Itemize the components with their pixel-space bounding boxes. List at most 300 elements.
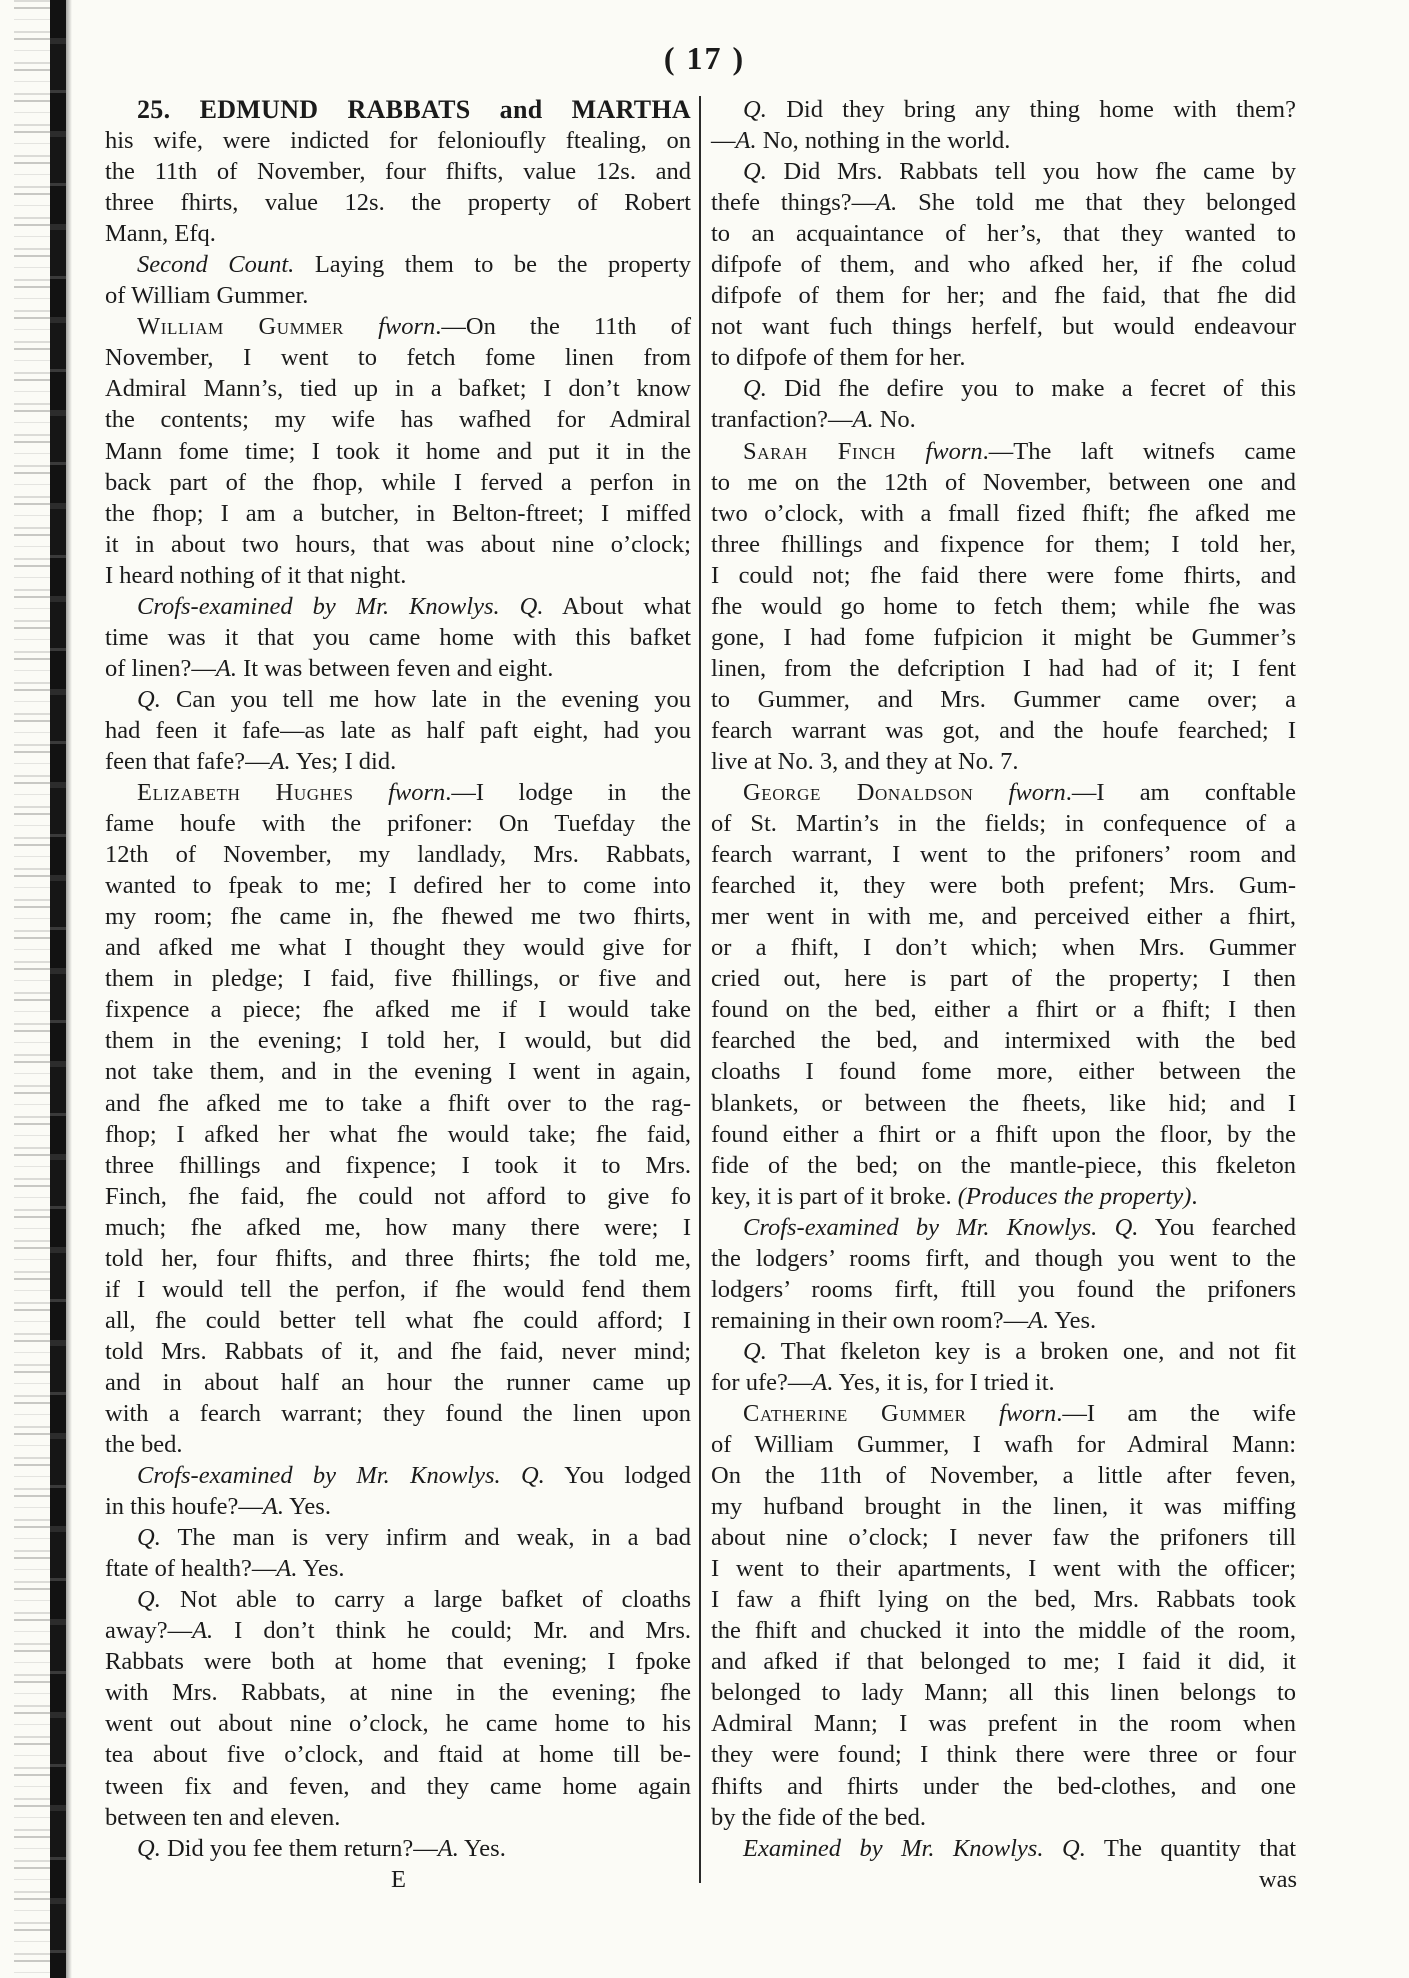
text-run: and fhe afked me to take a fhift over to the rag-: [105, 1089, 691, 1117]
line-text: [743, 94, 1296, 125]
text-run: You fearched: [1138, 1213, 1297, 1241]
line-text: [105, 1212, 691, 1243]
text-run: with Mrs. Rabbats, at nine in the evening; fhe: [105, 1679, 691, 1707]
text-line: [105, 1802, 692, 1833]
text-line: [711, 1708, 1297, 1739]
text-line: [105, 932, 692, 963]
question-marker: Q.: [743, 1337, 767, 1365]
count-heading: Second Count.: [137, 251, 295, 279]
line-text: [105, 404, 691, 435]
text-run: it in about two hours, that was about nine o’clock;: [105, 530, 691, 558]
question-marker: Q.: [743, 96, 767, 123]
line-text: [137, 94, 691, 126]
question-marker: Q.: [137, 1524, 161, 1552]
line-text: [105, 156, 691, 187]
line-text: [711, 1150, 1296, 1181]
line-text: [105, 1615, 691, 1646]
text-line: [711, 1305, 1297, 1336]
text-line: [105, 1025, 692, 1056]
paragraph: [711, 156, 1297, 373]
text-line: [711, 963, 1297, 994]
text-run: Yes.: [458, 1834, 506, 1862]
text-run: Finch, fhe faid, fhe could not afford to give fo: [105, 1182, 691, 1210]
text-run: cloaths I found fome more, either between the: [711, 1058, 1296, 1086]
text-line: [711, 1056, 1297, 1087]
line-text: [743, 1398, 1296, 1429]
text-run: three fhillings and fixpence for them; I told her,: [711, 530, 1296, 558]
line-text: [105, 1708, 691, 1739]
text-line: [105, 529, 692, 560]
line-text: [711, 1677, 1296, 1708]
line-text: [711, 1025, 1296, 1056]
text-line: [711, 622, 1297, 653]
line-text: [105, 342, 691, 373]
text-run: .—I lodge in the: [445, 779, 691, 807]
text-line: [105, 963, 692, 994]
line-text: [105, 1553, 345, 1584]
text-run: fearch warrant was got, and the houfe fearched; I: [711, 716, 1296, 744]
text-run: back part of the fhop, while I ferved a perfon in: [105, 468, 691, 496]
text-run: my hufband brought in the linen, it was miffing: [711, 1493, 1296, 1521]
text-run: tween fix and feven, and they came home again: [105, 1772, 691, 1800]
binding-speckle: [14, 0, 52, 1978]
signature-mark: E: [391, 1865, 406, 1893]
line-text: [105, 1150, 691, 1181]
line-text: [105, 1802, 340, 1833]
paragraph: [711, 94, 1297, 156]
text-line: [105, 839, 692, 870]
line-text: [743, 436, 1296, 467]
line-text: [711, 125, 1010, 156]
witness-name: George Donaldson: [743, 779, 974, 807]
line-text: [105, 963, 691, 994]
left-column: [105, 94, 692, 1895]
text-run: about nine o’clock; I never faw the prifoners till: [711, 1524, 1296, 1552]
text-line: [711, 1429, 1297, 1460]
text-run: The man is very infirm and weak, in a bad: [160, 1524, 691, 1552]
column-rule: [699, 96, 701, 1883]
text-line: [711, 1646, 1297, 1677]
line-text: [105, 1646, 691, 1677]
text-run: the contents; my wife has wafhed for Admiral: [105, 406, 691, 434]
text-line: [711, 373, 1297, 404]
text-run: Mann fome time; I took it home and put it in the: [105, 437, 691, 465]
line-text: [711, 746, 1019, 777]
text-run: November, I went to fetch fome linen from: [105, 344, 691, 372]
text-run: It was between feven and eight.: [237, 654, 554, 682]
answer-marker: A.: [192, 1617, 214, 1645]
line-text: [105, 1336, 691, 1367]
answer-marker: A.: [1028, 1306, 1050, 1334]
text-line: [105, 1739, 692, 1770]
text-run: fhe would go home to fetch them; while fhe was: [711, 592, 1296, 620]
text-line: [711, 1739, 1297, 1770]
line-text: [711, 1584, 1296, 1615]
examination-heading: Crofs-examined by Mr. Knowlys.: [137, 592, 500, 620]
text-line: [105, 715, 692, 746]
question-marker: Q.: [743, 375, 767, 403]
text-run: the fhift and chucked it into the middle of the room,: [711, 1617, 1296, 1645]
line-text: [743, 1336, 1296, 1367]
text-line: [711, 156, 1297, 187]
text-run: and afked if that belonged to me; I faid it did, it: [711, 1648, 1296, 1676]
text-line: [711, 1584, 1297, 1615]
text-run: Yes, it is, for I tried it.: [833, 1368, 1055, 1396]
line-text: [711, 249, 1296, 280]
line-text: [105, 870, 691, 901]
text-line: [105, 156, 692, 187]
text-line: [105, 1584, 692, 1615]
text-run: About what: [543, 592, 692, 620]
line-text: [105, 529, 691, 560]
text-run: mer went in with me, and perceived either a fhirt,: [711, 903, 1296, 931]
text-run: fame houfe with the prifoner: On Tuefday the: [105, 810, 691, 838]
question-marker: Q.: [1062, 1834, 1086, 1862]
line-text: [137, 1522, 691, 1553]
line-text: [711, 187, 1296, 218]
text-line: [711, 591, 1297, 622]
text-run: lodgers’ rooms firft, ftill you found the prifoners: [711, 1275, 1296, 1303]
line-text: [711, 1739, 1296, 1770]
line-text: [105, 1305, 691, 1336]
text-run: No.: [873, 406, 916, 434]
line-text: [711, 280, 1296, 311]
text-run: fixpence a piece; fhe afked me if I would take: [105, 996, 691, 1024]
text-run: and afked me what I thought they would give for: [105, 934, 691, 962]
text-line: [711, 218, 1297, 249]
text-run: [354, 779, 389, 806]
text-run: I could not; fhe faid there were fome fhirts, and: [711, 561, 1296, 589]
text-run: .—I am conftable: [1065, 779, 1296, 807]
text-run: You lodged: [544, 1462, 691, 1490]
text-line: [105, 1771, 692, 1802]
text-run: his wife, were indicted for felonioufly ftealing, on: [105, 127, 691, 155]
line-text: [105, 1491, 331, 1522]
text-run: .—On the 11th of: [435, 313, 691, 341]
text-run: Did fhe defire you to make a fecret of this: [766, 375, 1296, 403]
line-text: [105, 746, 396, 777]
page-number: ( 17 ): [663, 40, 746, 76]
text-line: [105, 342, 692, 373]
line-text: [711, 715, 1296, 746]
text-run: Yes.: [283, 1493, 331, 1521]
line-text: [711, 994, 1296, 1025]
text-run: Did you fee them return?—: [160, 1834, 438, 1862]
line-text: [711, 1553, 1296, 1584]
line-text: [105, 1243, 691, 1274]
paragraph: [105, 311, 692, 590]
line-text: [105, 808, 691, 839]
line-text: [743, 1212, 1296, 1243]
answer-marker: A.: [876, 189, 898, 217]
text-run: [1097, 1214, 1114, 1241]
line-text: [105, 1088, 691, 1119]
text-line: [105, 187, 692, 218]
line-text: [105, 560, 406, 591]
text-line: [105, 1429, 692, 1460]
line-text: [105, 1677, 691, 1708]
case-heading: 25. EDMUND RABBATS and MARTHA: [137, 95, 691, 124]
text-run: fhop; I afked her what fhe would take; fhe faid,: [105, 1120, 691, 1148]
line-text: [105, 1398, 691, 1429]
text-run: for ufe?—: [711, 1368, 813, 1396]
text-run: told her, four fhifts, and three fhirts; fhe told me,: [105, 1244, 691, 1272]
text-run: the bed.: [105, 1431, 183, 1459]
text-line: [105, 1398, 692, 1429]
line-text: [711, 218, 1296, 249]
paragraph: [711, 777, 1297, 1212]
line-text: [137, 311, 691, 342]
text-line: [105, 1708, 692, 1739]
paragraph: [105, 94, 692, 249]
line-text: [105, 467, 691, 498]
witness-name: Sarah Finch: [743, 437, 896, 465]
text-line: [105, 777, 692, 808]
line-text: [105, 653, 553, 684]
text-line: [711, 467, 1297, 498]
text-line: [711, 1243, 1297, 1274]
line-text: [743, 777, 1296, 808]
text-run: belonged to lady Mann; all this linen belongs to: [711, 1679, 1296, 1707]
paragraph: [105, 684, 692, 777]
text-run: fide of the bed; on the mantle-piece, this fkeleton: [711, 1151, 1296, 1179]
line-text: [105, 622, 691, 653]
line-text: [711, 591, 1296, 622]
text-run: fearched the bed, and intermixed with the bed: [711, 1027, 1296, 1055]
sworn-label: fworn: [999, 1399, 1057, 1427]
text-line: [711, 1460, 1297, 1491]
paragraph: [105, 1833, 692, 1864]
line-text: [711, 404, 916, 435]
text-run: between ten and eleven.: [105, 1803, 341, 1831]
answer-marker: A.: [276, 1555, 298, 1583]
text-line: [711, 1212, 1297, 1243]
examination-heading: Crofs-examined by Mr. Knowlys.: [137, 1462, 501, 1490]
text-line: [105, 1212, 692, 1243]
line-text: [711, 1305, 1096, 1336]
text-line: [105, 1150, 692, 1181]
text-run: No, nothing in the world.: [756, 127, 1011, 155]
line-text: [711, 1274, 1296, 1305]
text-run: of William Gummer.: [105, 282, 309, 310]
text-run: cried out, here is part of the property; I then: [711, 965, 1296, 993]
line-text: [105, 994, 691, 1025]
text-line: [711, 1615, 1297, 1646]
examination-heading: Examined by Mr. Knowlys.: [743, 1834, 1044, 1862]
text-run: remaining in their own room?—: [711, 1306, 1029, 1334]
text-line: [711, 498, 1297, 529]
answer-marker: A.: [735, 127, 757, 155]
text-line: [711, 1398, 1297, 1429]
italic-text: (Produces the property): [957, 1182, 1192, 1210]
text-line: [105, 1243, 692, 1274]
text-run: them in pledge; I faid, five fhillings, or five and: [105, 965, 691, 993]
text-run: [973, 779, 1008, 806]
text-line: [711, 125, 1297, 156]
text-line: [711, 529, 1297, 560]
text-run: .: [1191, 1182, 1198, 1210]
text-run: I faw a fhift lying on the bed, Mrs. Rabbats took: [711, 1586, 1296, 1614]
text-line: [105, 1646, 692, 1677]
text-line: [105, 1522, 692, 1553]
text-line: [105, 1119, 692, 1150]
text-run: live at No. 3, and they at No. 7.: [711, 747, 1019, 775]
line-text: [711, 1119, 1296, 1150]
text-run: the fhop; I am a butcher, in Belton-ftreet; I miffed: [105, 499, 691, 527]
text-run: much; fhe afked me, how many there were; I: [105, 1213, 691, 1241]
text-line: [105, 1491, 692, 1522]
text-line: [711, 901, 1297, 932]
text-line: [105, 1056, 692, 1087]
line-text: [105, 1771, 691, 1802]
text-line: [105, 808, 692, 839]
text-line: [711, 1119, 1297, 1150]
line-text: [711, 1771, 1296, 1802]
text-run: with a fearch warrant; they found the linen upon: [105, 1399, 691, 1427]
text-run: had feen it fafe—as late as half paft eight, had you: [105, 716, 691, 744]
text-line: [711, 1833, 1297, 1864]
question-marker: Q.: [1114, 1213, 1139, 1241]
text-run: linen, from the defcription I had had of it; I fent: [711, 654, 1296, 682]
line-text: [105, 218, 216, 249]
catchword: was: [1258, 1865, 1297, 1893]
examination-heading: Crofs-examined by Mr. Knowlys.: [743, 1213, 1098, 1241]
line-text: [711, 1615, 1296, 1646]
text-line: [711, 1802, 1297, 1833]
text-run: tranfaction?—: [711, 406, 853, 434]
paragraph: [105, 591, 692, 684]
line-text: [711, 1460, 1296, 1491]
text-run: the 11th of November, four fhifts, value 12s. and: [105, 158, 691, 186]
text-line: [711, 1150, 1297, 1181]
line-text: [105, 280, 308, 311]
text-run: She told me that they belonged: [897, 189, 1296, 217]
text-run: thefe things?—: [711, 189, 877, 217]
line-text: [105, 1274, 691, 1305]
text-line: [105, 622, 692, 653]
text-line: [711, 249, 1297, 280]
text-line: [711, 342, 1297, 373]
text-run: Admiral Mann; I was prefent in the room when: [711, 1710, 1296, 1738]
text-line: [105, 280, 692, 311]
line-text: [105, 187, 691, 218]
line-text: [105, 373, 691, 404]
witness-name: William Gummer: [137, 313, 344, 341]
text-line: [105, 684, 692, 715]
text-line: [105, 1833, 692, 1864]
text-line: [105, 1181, 692, 1212]
text-line: [711, 1274, 1297, 1305]
text-run: Can you tell me how late in the evening you: [160, 685, 691, 713]
text-line: [105, 218, 692, 249]
text-line: [105, 1553, 692, 1584]
text-run: tea about five o’clock, and ftaid at home till be-: [105, 1741, 691, 1769]
text-line: [105, 870, 692, 901]
text-line: [105, 311, 692, 342]
text-line: [711, 932, 1297, 963]
text-line: [105, 436, 692, 467]
text-run: went out about nine o’clock, he came home to his: [105, 1710, 691, 1738]
text-run: I went to their apartments, I went with the officer;: [711, 1555, 1296, 1583]
text-run: The quantity that: [1085, 1834, 1297, 1862]
text-run: my room; fhe came in, fhe fhewed me two fhirts,: [105, 903, 691, 931]
text-run: Yes.: [1049, 1306, 1097, 1334]
text-run: if I would tell the perfon, if fhe would fend them: [105, 1275, 691, 1303]
text-line: [711, 1677, 1297, 1708]
text-line: [711, 1367, 1297, 1398]
text-run: not want fuch things herfelf, but would endeavour: [711, 313, 1296, 341]
text-run: of St. Martin’s in the fields; in confequence of a: [711, 810, 1296, 838]
text-run: fearch warrant, I went to the prifoners’ room and: [711, 841, 1296, 869]
text-run: That fkeleton key is a broken one, and not fit: [766, 1337, 1296, 1365]
sworn-label: fworn: [388, 779, 446, 807]
text-line: [105, 249, 692, 280]
line-text: [137, 777, 691, 808]
text-run: three fhirts, value 12s. the property of Robert: [105, 189, 691, 217]
text-line: [105, 404, 692, 435]
text-line: [711, 1025, 1297, 1056]
text-run: blankets, or between the fheets, like hid; and I: [711, 1089, 1296, 1117]
text-line: [105, 1305, 692, 1336]
text-run: [344, 313, 378, 340]
paragraph: [711, 1398, 1297, 1833]
text-run: Mann, Efq.: [105, 220, 216, 248]
text-run: Admiral Mann’s, tied up in a bafket; I don’t know: [105, 375, 691, 403]
question-marker: Q.: [137, 1834, 161, 1862]
text-line: [105, 1615, 692, 1646]
answer-marker: A.: [852, 406, 874, 434]
answer-marker: A.: [437, 1834, 459, 1862]
text-run: difpofe of them for her; and fhe faid, that fhe did: [711, 282, 1296, 310]
line-text: [711, 1056, 1296, 1087]
text-line: [711, 777, 1297, 808]
line-text: [711, 622, 1296, 653]
text-run: or a fhift, I don’t which; when Mrs. Gummer: [711, 934, 1296, 962]
text-line: [105, 1367, 692, 1398]
line-text: [711, 1367, 1055, 1398]
sworn-label: fworn: [378, 313, 436, 341]
question-marker: Q.: [519, 592, 544, 620]
text-line: [711, 746, 1297, 777]
answer-marker: A.: [812, 1368, 834, 1396]
text-run: Yes; I did.: [290, 747, 397, 775]
line-text: [711, 1181, 1197, 1212]
text-run: .—The laft witnefs came: [982, 437, 1297, 465]
text-line: [711, 1491, 1297, 1522]
paragraph: [711, 1212, 1297, 1336]
text-line: [711, 1522, 1297, 1553]
text-run: ftate of health?—: [105, 1555, 277, 1583]
text-line: [711, 684, 1297, 715]
line-text: [105, 125, 691, 156]
line-text: [105, 839, 691, 870]
paragraph: [711, 1336, 1297, 1398]
line-text: [743, 1833, 1296, 1864]
text-line: [105, 994, 692, 1025]
text-run: to an acquaintance of her’s, that they wanted to: [711, 220, 1296, 248]
line-text: [105, 1025, 691, 1056]
text-run: I don’t think he could; Mr. and Mrs.: [213, 1617, 691, 1645]
line-text: [711, 342, 965, 373]
line-text: [711, 1491, 1296, 1522]
question-marker: Q.: [137, 685, 161, 713]
text-run: Yes.: [297, 1555, 345, 1583]
line-text: [105, 1056, 691, 1087]
line-text: [105, 1181, 691, 1212]
right-column: [711, 94, 1297, 1895]
paragraph: [711, 1833, 1297, 1864]
text-line: [711, 1336, 1297, 1367]
